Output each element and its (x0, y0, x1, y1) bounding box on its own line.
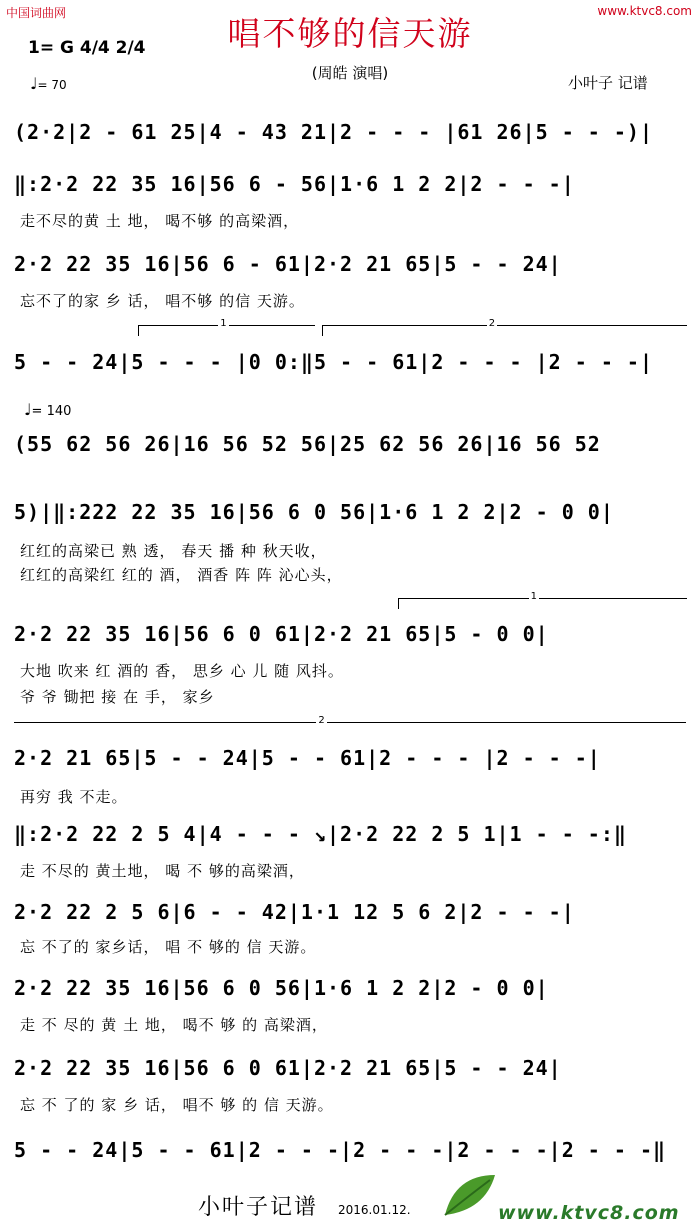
notation-row: 2·2 22 35 16|56 6 0 61|2·2 21 65|5 - 0 0| (14, 622, 549, 646)
notation-row: (55 62 56 26|16 56 52 56|25 62 56 26|16 56 52 (14, 432, 601, 456)
notation-row: 5 - - 24|5 - - - |0 0:‖5 - - 61|2 - - - |2 - - -| (14, 350, 654, 374)
transcriber-credit: 小叶子 记谱 (568, 74, 648, 92)
lyric-line: 红红的高梁红 红的 酒， 酒香 阵 阵 沁心头， (20, 566, 343, 584)
notation-row: 2·2 22 35 16|56 6 - 61|2·2 21 65|5 - - 24| (14, 252, 562, 276)
lyric-line: 走不尽的黄 土 地， 喝不够 的高梁酒， (20, 212, 300, 230)
brand-url[interactable]: www.ktvc8.com (498, 1202, 680, 1224)
quarter-note-icon: ♩ (30, 74, 38, 93)
notation-row: ‖:2·2 22 35 16|56 6 - 56|1·6 1 2 2|2 - - -| (14, 172, 575, 196)
site-name-right[interactable]: www.ktvc8.com (597, 4, 692, 18)
lyric-line: 忘 不了的 家乡话， 唱 不 够的 信 天游。 (20, 938, 317, 956)
notation-row: 2·2 22 2 5 6|6 - - 42|1·1 12 5 6 2|2 - - -| (14, 900, 575, 924)
notation-row: ‖:2·2 22 2 5 4|4 - - - ↘|2·2 22 2 5 1|1 - - -:‖ (14, 822, 627, 846)
volta-bracket-2: 2 (322, 325, 687, 336)
lyric-line: 走 不尽的 黄土地， 喝 不 够的高梁酒， (20, 862, 305, 880)
quarter-note-icon: ♩ (24, 400, 32, 419)
lyric-line: 爷 爷 锄把 接 在 手， 家乡 (20, 688, 215, 706)
volta-bracket-2: 2 (14, 722, 686, 733)
volta-bracket-1: 1 (138, 325, 315, 336)
singer-credit: (周皓 演唱) (311, 64, 389, 82)
tempo-marking: ♩= 140 (24, 400, 72, 419)
footer-date: 2016.01.12. (338, 1203, 411, 1217)
volta-bracket-1: 1 (398, 598, 687, 609)
song-title: 唱不够的信天游 (227, 14, 473, 53)
lyric-line: 走 不 尽的 黄 土 地， 喝不 够 的 高梁酒， (20, 1016, 328, 1034)
notation-row: 2·2 22 35 16|56 6 0 61|2·2 21 65|5 - - 24| (14, 1056, 562, 1080)
key-signature: 1= G 4/4 2/4 (28, 38, 146, 58)
notation-row: 2·2 21 65|5 - - 24|5 - - 61|2 - - - |2 - - -| (14, 746, 601, 770)
tempo-marking: ♩= 70 (30, 74, 67, 93)
notation-row: 2·2 22 35 16|56 6 0 56|1·6 1 2 2|2 - 0 0| (14, 976, 549, 1000)
leaf-logo-icon (440, 1170, 500, 1224)
lyric-line: 红红的高梁已 熟 透， 春天 播 种 秋天收， (20, 542, 327, 560)
lyric-line: 大地 吹来 红 酒的 香， 思乡 心 儿 随 风抖。 (20, 662, 344, 680)
notation-row: 5 - - 24|5 - - 61|2 - - -|2 - - -|2 - - -|2 - - -‖ (14, 1138, 667, 1162)
footer-signature: 小叶子记谱 (198, 1195, 319, 1220)
lyric-line: 忘 不 了的 家 乡 话， 唱不 够 的 信 天游。 (20, 1096, 334, 1114)
lyric-line: 再穷 我 不走。 (20, 788, 128, 806)
notation-row: 5)|‖:222 22 35 16|56 6 0 56|1·6 1 2 2|2 - 0 0| (14, 500, 614, 524)
notation-row: (2·2|2 - 61 25|4 - 43 21|2 - - - |61 26|5 - - -)| (14, 120, 654, 144)
site-name-left[interactable]: 中国词曲网 (6, 6, 67, 20)
lyric-line: 忘不了的家 乡 话， 唱不够 的信 天游。 (20, 292, 305, 310)
